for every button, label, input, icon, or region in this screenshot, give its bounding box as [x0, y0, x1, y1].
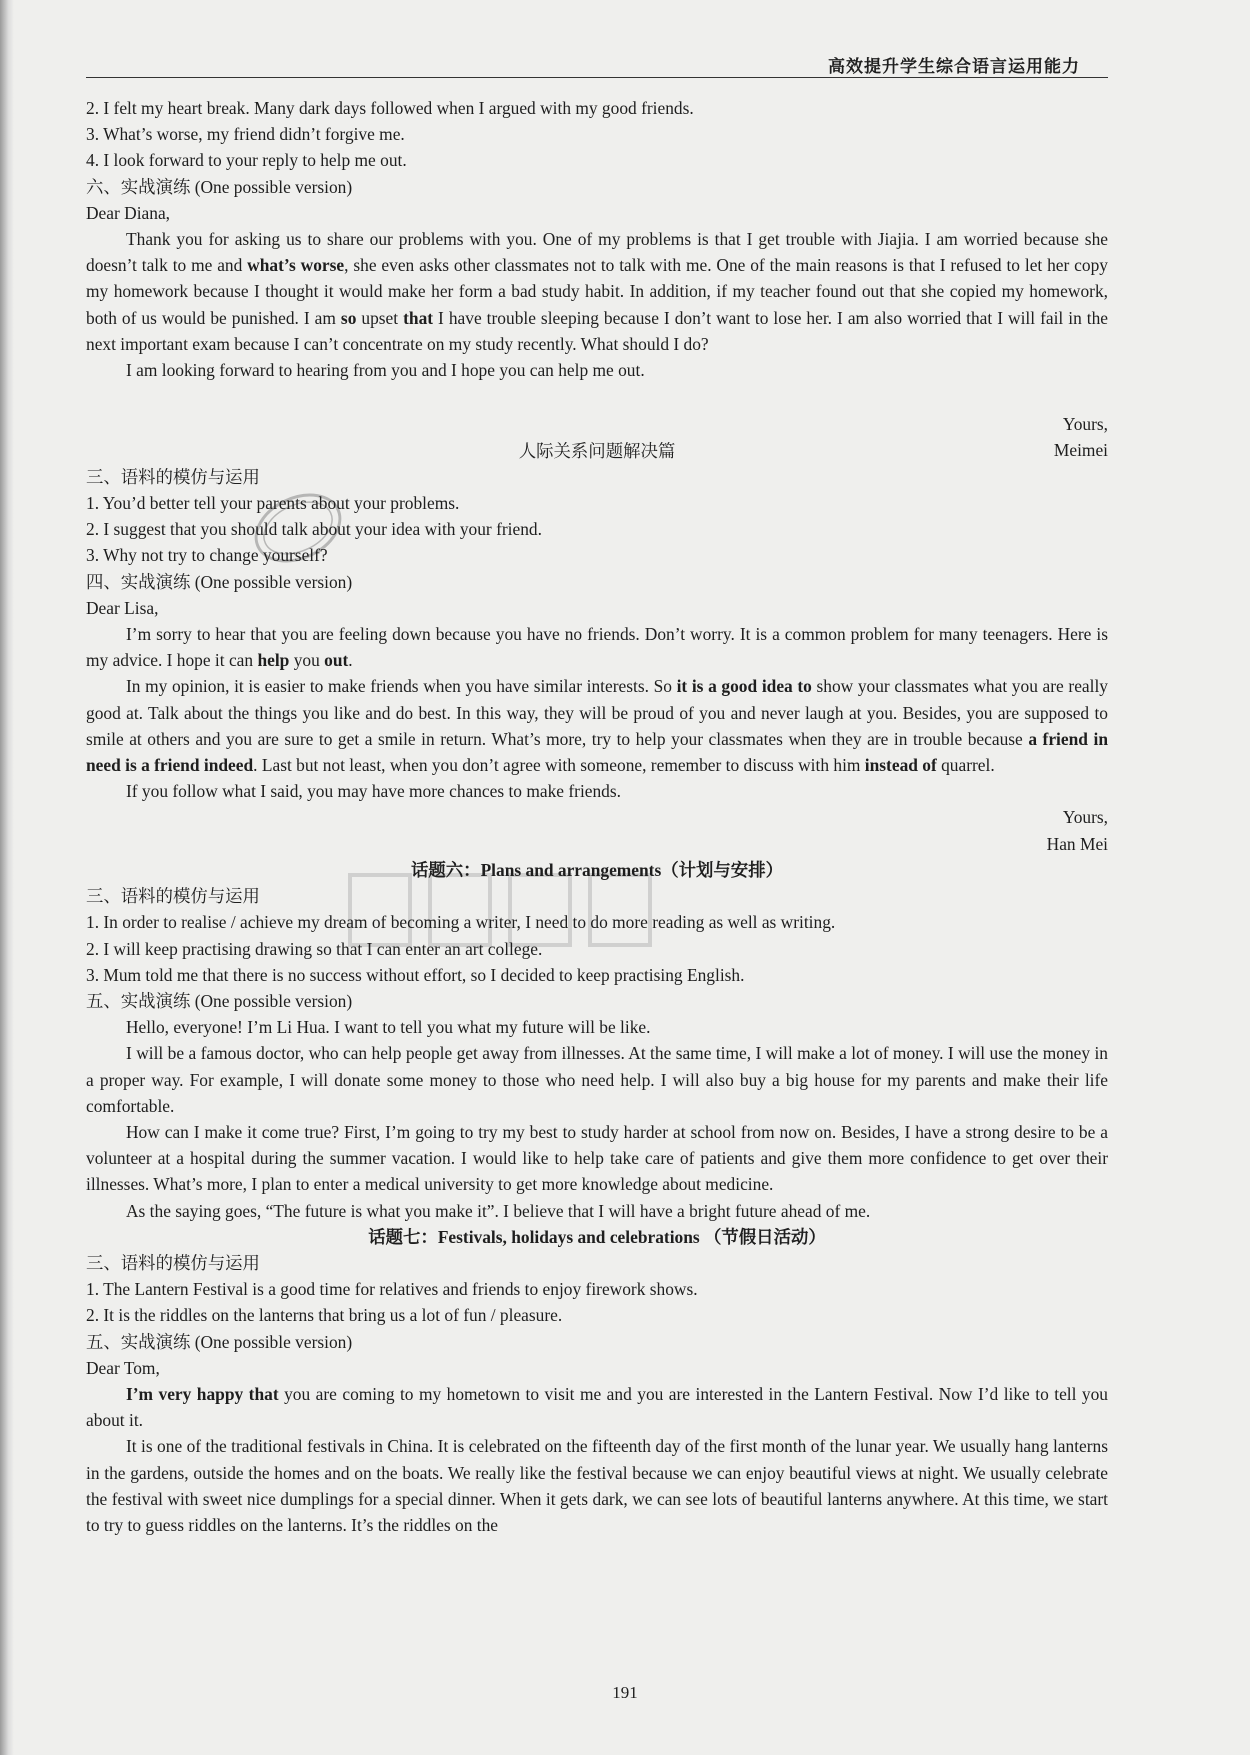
paragraph: I’m sorry to hear that you are feeling down because you have no friends. Don’t worry. It is a common problem for many teenagers. Here is my advice. I hope it can help you out. [86, 624, 1108, 671]
signature: Han Mei [1046, 833, 1108, 854]
section-title: 人际关系问题解决篇 [518, 440, 676, 461]
signoff: Yours, [1062, 414, 1108, 435]
scan-edge-shadow [0, 0, 14, 1755]
topic-title: 话题六：Plans and arrangements（计划与安排） [411, 859, 783, 880]
line: 4. I look forward to your reply to help me out. [86, 150, 407, 171]
line: 1. The Lantern Festival is a good time for relatives and friends to enjoy firework shows. [86, 1279, 698, 1300]
page-number: 191 [612, 1683, 638, 1702]
line: 3. What’s worse, my friend didn’t forgive me. [86, 124, 405, 145]
line: 3. Mum told me that there is no success without effort, so I decided to keep practising English. [86, 964, 745, 985]
section-heading: 三、语料的模仿与运用 [86, 466, 260, 487]
paragraph: I will be a famous doctor, who can help people get away from illnesses. At the same time, I will make a lot of money. I will use the money in a proper way. For example, I will donate some money to those who need help. I will also buy a big house for my parents and make their life comfortable. [86, 1043, 1108, 1116]
line: 2. I felt my heart break. Many dark days followed when I argued with my good friends. [86, 98, 694, 118]
salutation: Dear Tom, [86, 1357, 160, 1378]
paragraph: Thank you for asking us to share our problems with you. One of my problems is that I get trouble with Jiajia. I am worried because she doesn’t talk to me and what’s worse, she even asks other classmates not to talk with me. One of the main reasons is that I refused to let her copy my homework because I thought it would make her form a bad study habit. In addition, if my teacher found out that she copied my homework, both of us would be punished. I am so upset that I have trouble sleeping because I don’t want to lose her. I am also worried that I will fail in the next important exam because I can’t concentrate on my study recently. What should I do? [86, 229, 1109, 354]
paragraph: It is one of the traditional festivals in China. It is celebrated on the fifteenth day of the first month of the lunar year. We usually hang lanterns in the gardens, outside the homes and on the boats. We really like the festival because we can enjoy beautiful views at night. We usually celebrate the festival with sweet nice dumplings for a special dinner. When it gets dark, we can see lots of beautiful lanterns anywhere. At this time, we start to try to guess riddles on the lanterns. It’s the riddles on the [86, 1436, 1108, 1535]
section-heading: 三、语料的模仿与运用 [86, 886, 260, 907]
line: 2. I suggest that you should talk about your idea with your friend. [86, 519, 542, 540]
paragraph: If you follow what I said, you may have more chances to make friends. [126, 781, 621, 802]
signature: Meimei [1053, 440, 1108, 461]
paragraph: I’m very happy that you are coming to my hometown to visit me and you are interested in the Lantern Festival. Now I’d like to tell you about it. [86, 1383, 1109, 1431]
line: 2. I will keep practising drawing so that I can enter an art college. [86, 938, 543, 959]
page-header: 高效提升学生综合语言运用能力 [828, 57, 1080, 76]
line: 2. It is the riddles on the lanterns that bring us a lot of fun / pleasure. [86, 1305, 563, 1326]
page-content [86, 95, 1108, 1538]
salutation: Dear Diana, [86, 202, 171, 223]
section-heading: 五、实战演练 (One possible version) [86, 990, 353, 1011]
paragraph: In my opinion, it is easier to make friends when you have similar interests. So it is a good idea to show your classmates what you are really good at. Talk about the things you like and do best. In this way, they will be proud of you and never laugh at you. Besides, you are supposed to smile at others and you are sure to get a smile in return. What’s more, try to help your classmates when they are in trouble because a friend in need is a friend indeed. Last but not least, when you don’t agree with someone, remember to discuss with him instead of quarrel. [86, 676, 1108, 776]
line: 1. You’d better tell your parents about your problems. [86, 493, 460, 514]
paragraph: As the saying goes, “The future is what you make it”. I believe that I will have a bright future ahead of me. [126, 1200, 871, 1221]
section-heading: 五、实战演练 (One possible version) [86, 1331, 353, 1352]
section-heading: 四、实战演练 (One possible version) [86, 571, 353, 592]
paragraph: How can I make it come true? First, I’m going to try my best to study harder at school from now on. Besides, I have a strong desire to be a volunteer at a hospital during the summer vacation. I would like to help take care of patients and give them more confidence to get over their illnesses. What’s more, I plan to enter a medical university to get more knowledge about medicine. [86, 1121, 1108, 1195]
section-heading: 三、语料的模仿与运用 [86, 1252, 260, 1273]
section-heading: 六、实战演练 (One possible version) [86, 176, 353, 197]
paragraph: I am looking forward to hearing from you and I hope you can help me out. [126, 360, 645, 381]
line: 1. In order to realise / achieve my dream of becoming a writer, I need to do more reading as well as writing. [86, 912, 836, 933]
salutation: Dear Lisa, [86, 597, 159, 618]
header-rule [86, 77, 1108, 78]
paragraph: Hello, everyone! I’m Li Hua. I want to tell you what my future will be like. [126, 1017, 651, 1038]
signoff: Yours, [1062, 807, 1108, 828]
line: 3. Why not try to change yourself? [86, 545, 328, 566]
topic-title: 话题七：Festivals, holidays and celebrations （节假日活动） [368, 1226, 826, 1247]
